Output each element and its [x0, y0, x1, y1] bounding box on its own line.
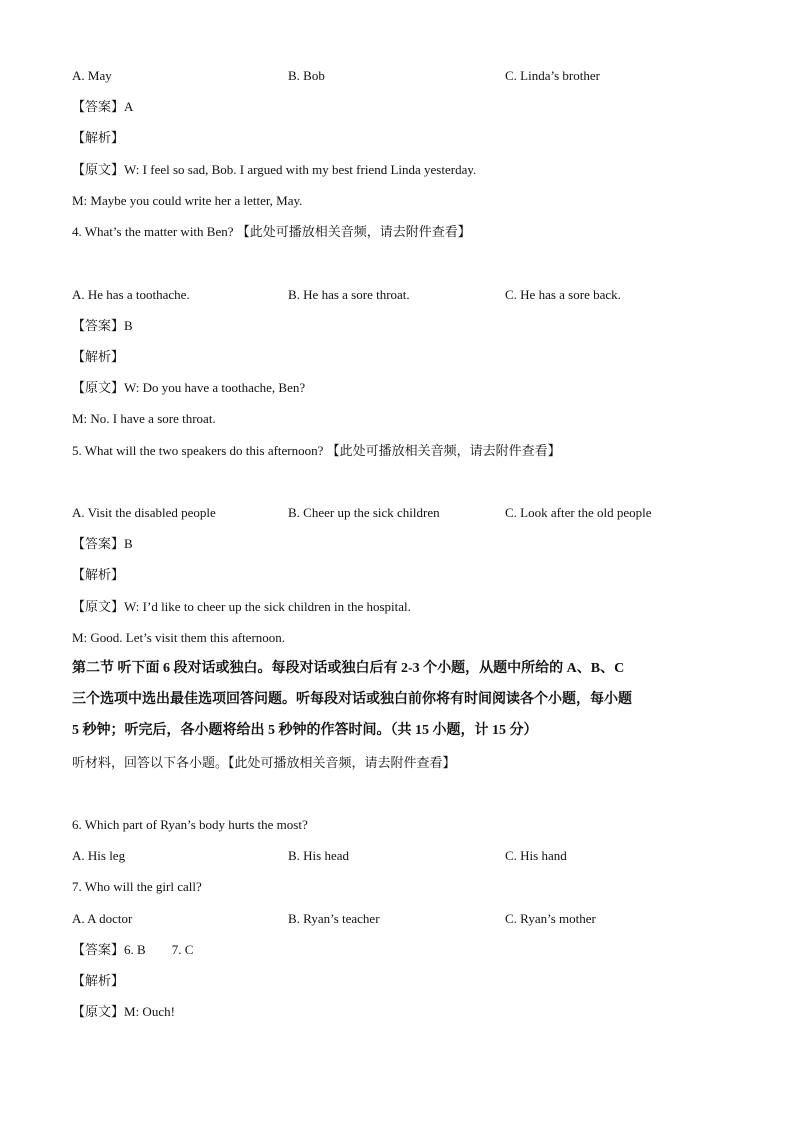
audio-note[interactable]: 【此处可播放相关音频，请去附件查看】 [228, 755, 456, 770]
q6-option-a: A. His leg [72, 848, 126, 863]
q6-7-transcript-1 [72, 1004, 175, 1020]
q4-option-a: A. He has a toothache. [72, 287, 190, 302]
answer-value-7: 7. C [171, 942, 194, 957]
q7-option-a: A. A doctor [72, 911, 133, 926]
section2-heading-line-2: 三个选项中选出最佳选项回答问题。听每段对话或独白前你将有时间阅读各个小题，每小题 [72, 692, 632, 707]
transcript-label: 【原文】 [72, 1004, 125, 1019]
transcript-label: 【原文】 [72, 380, 125, 395]
q3-analysis-label: 【解析】 [72, 130, 125, 145]
audio-note[interactable]: 【此处可播放相关音频，请去附件查看】 [326, 443, 561, 458]
answer-label: 【答案】 [72, 318, 125, 333]
q3-option-b: B. Bob [288, 68, 325, 83]
q4-option-c: C. He has a sore back. [505, 287, 621, 302]
transcript-text: W: I feel so sad, Bob. I argued with my best friend Linda yesterday. [124, 162, 477, 177]
q4-option-b: B. He has a sore throat. [288, 287, 410, 302]
q4-transcript-1 [72, 380, 305, 396]
question-text: 4. What’s the matter with Ben? [72, 224, 237, 239]
answer-value: A [124, 99, 134, 114]
q3-transcript-2: M: Maybe you could write her a letter, May. [72, 193, 303, 208]
q5-option-c: C. Look after the old people [505, 505, 652, 520]
audio-note[interactable]: 【此处可播放相关音频，请去附件查看】 [236, 224, 471, 239]
section2-instruction [72, 755, 456, 771]
q4-question [72, 224, 471, 240]
q6-option-b: B. His head [288, 848, 350, 863]
q5-option-a: A. Visit the disabled people [72, 505, 216, 520]
q5-answer [72, 536, 133, 552]
q5-transcript-2: M: Good. Let’s visit them this afternoon. [72, 630, 286, 645]
q6-option-c: C. His hand [505, 848, 567, 863]
transcript-text: M: Ouch! [124, 1004, 175, 1019]
q7-option-b: B. Ryan’s teacher [288, 911, 380, 926]
q3-transcript-1 [72, 162, 476, 178]
q3-option-c: C. Linda’s brother [505, 68, 600, 83]
section2-heading-line-3: 5 秒钟；听完后，各小题将给出 5 秒钟的作答时间。（共 15 小题，计 15 分） [72, 723, 538, 738]
answer-label: 【答案】 [72, 536, 125, 551]
instruction-text: 听材料，回答以下各小题。 [72, 755, 229, 770]
q6-question: 6. Which part of Ryan’s body hurts the most? [72, 817, 308, 832]
q7-option-c: C. Ryan’s mother [505, 911, 596, 926]
q6-7-analysis-label: 【解析】 [72, 973, 125, 988]
answer-value: B [124, 536, 133, 551]
q6-7-answer [72, 942, 193, 958]
q5-option-b: B. Cheer up the sick children [288, 505, 440, 520]
answer-value: B [124, 318, 133, 333]
q4-transcript-2: M: No. I have a sore throat. [72, 411, 216, 426]
transcript-text: W: I’d like to cheer up the sick children in the hospital. [124, 599, 411, 614]
q7-question: 7. Who will the girl call? [72, 879, 202, 894]
q5-analysis-label: 【解析】 [72, 567, 125, 582]
q5-question [72, 443, 561, 459]
answer-label: 【答案】 [72, 942, 125, 957]
section2-heading-line-1: 第二节 听下面 6 段对话或独白。每段对话或独白后有 2-3 个小题，从题中所给的 A、B、C [72, 661, 625, 676]
q4-analysis-label: 【解析】 [72, 349, 125, 364]
answer-value-6: 6. B [124, 942, 146, 957]
q4-answer [72, 318, 133, 334]
question-text: 5. What will the two speakers do this afternoon? [72, 443, 327, 458]
answer-label: 【答案】 [72, 99, 125, 114]
transcript-label: 【原文】 [72, 599, 125, 614]
q5-transcript-1 [72, 599, 411, 615]
transcript-text: W: Do you have a toothache, Ben? [124, 380, 306, 395]
q3-answer [72, 99, 133, 115]
q3-option-a: A. May [72, 68, 112, 83]
transcript-label: 【原文】 [72, 162, 125, 177]
